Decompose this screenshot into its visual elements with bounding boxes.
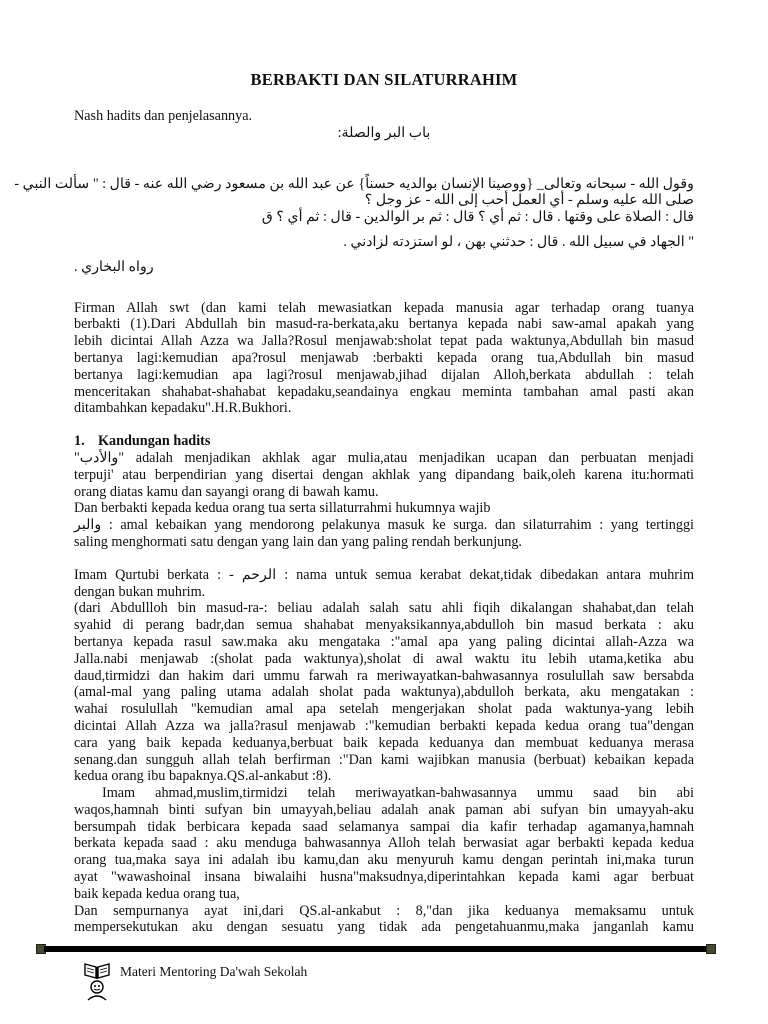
footer-divider-right-cap — [706, 944, 716, 954]
paragraph-line: orang tua,maka saya ini adalah ibu kamu,dan aku menyuruh kamu dengan perintah ini,maka turun — [74, 852, 694, 869]
paragraph-line: baik kepada kedua orang tua, — [74, 885, 240, 902]
book-reader-icon — [82, 958, 112, 1002]
paragraph-line: dicintai Allah Azza wa jalla?rasul menjawab :"kemudian berbakti kepada kedua orang tua"dengan — [74, 717, 694, 734]
paragraph-line: syahid di perang badr,dan semua shahabat menyaksikannya,abdulloh bin masud berkata : aku — [74, 617, 694, 634]
paragraph-line: berbakti (1).Dari Abdullah bin masud-ra-berkata,aku bertanya kepada nabi saw-amal apakah yang — [74, 316, 694, 333]
paragraph-line: Dan sempurnanya ayat ini,dari QS.al-ankabut : 8,"dan jika keduanya memaksamu untuk — [74, 902, 694, 919]
footer-divider — [36, 944, 716, 954]
paragraph-line: berkata kepada saad : aku menduga bahwasannya Alloh telah berwasiat agar berbakti kepada kedua — [74, 835, 694, 852]
paragraph-line: lebih dicintai Allah Azza wa Jalla?Rosul menjawab:sholat tepat pada waktunya,Abdullah bin masud — [74, 333, 694, 350]
paragraph-line: bertanya kepada rasul saw.maka aku mengataka :"amal apa yang paling dicintai allah-Azza wa — [74, 633, 694, 650]
paragraph-line: waqos,hamnah binti sufyan bin umayyah,beliau adalah anak paman abi sufyan bin umayyah-aku — [74, 801, 694, 818]
paragraph-line: Jalla.nabi menjawab :(sholat pada waktunya),sholat di awal waktu itu lebih utama,ketika abu — [74, 650, 694, 667]
paragraph-line: (amal-mal yang paling utama adalah sholat pada waktunya),abdulloh berkata, aku mengatakan : — [74, 684, 694, 701]
arabic-hadith-line: " الجهاد في سبيل الله . قال : حدثني بهن ، لو استزدته لزادني . — [343, 233, 694, 250]
document-body — [14, 108, 694, 936]
paragraph-line: Imam Qurtubi berkata : - الرحم : nama untuk semua kerabat dekat,tidak dibedakan antara muhrim — [74, 566, 694, 583]
arabic-chapter-heading: باب البر والصلة: — [337, 124, 431, 141]
paragraph-line: والبر : amal kebaikan yang mendorong pelakunya masuk ke surga. dan silaturrahim : yang tertinggi — [74, 517, 694, 534]
paragraph-line: saling menghormati satu dengan yang lain dan yang paling rendah berkunjung. — [74, 533, 522, 550]
paragraph-line: terpuji' atau berpendirian yang disertai dengan akhlak yang dipandang baik,oleh karena itu:hormati — [74, 466, 694, 483]
section-title: Kandungan hadits — [98, 433, 211, 450]
paragraph-line: kedua orang ibu bapaknya.QS.al-ankabut :8). — [74, 768, 332, 785]
paragraph-line: mempersekutukan aku dengan sesuatu yang tidak ada pengetahuanmu,maka janganlah kamu — [74, 919, 694, 936]
section-number: 1. — [74, 433, 85, 450]
paragraph-line: bertanya lagi:kemudian apa lagi?rosul menjawab,jihad dijalan Alloh,berkata abdullah : telah — [74, 366, 694, 383]
arabic-hadith-line: صلى الله عليه وسلم - أي العمل أحب إلى الله - عز وجل ؟ — [364, 192, 694, 209]
paragraph-line: ayat "wawashoinal insana biwalaihi husna"maksudnya,diperintahkan kepada kami agar berbuat — [74, 869, 694, 886]
paragraph-line: cara yang baik kepada keduanya,berbuat baik kepada keduanya dan membuat keduanya merasa — [74, 734, 694, 751]
section-content — [74, 450, 694, 551]
arabic-narrator-line — [74, 259, 694, 276]
section-heading — [74, 433, 694, 450]
paragraph-line: daud,tirmidzi dan hakim dari ummu farwah ra meriwayatkan-bahwasannya rosulullah saw bersabda — [74, 667, 694, 684]
paragraph-line: "والأدب" adalah menjadikan akhlak agar mulia,atau menjadikan ucapan dan perbuatan menjadi — [74, 449, 694, 466]
paragraph-line: bertanya lagi:kemudian apa?rosul menjawab :berbakti kepada orang tua,Abdullah bin masud — [74, 349, 694, 366]
footer-text: Materi Mentoring Da'wah Sekolah — [120, 964, 308, 979]
intro-line: Nash hadits dan penjelasannya. — [74, 108, 253, 124]
paragraph-line: wahai rosulullah "kemudian amal apa setelah mengerjakan sholat pada waktunya-yang lebih — [74, 701, 694, 718]
paragraph-line: Firman Allah swt (dan kami telah mewasiatkan kepada manusia agar terhadap orang tuanya — [74, 299, 694, 316]
paragraph-line: (dari Abdullloh bin masud-ra-: beliau adalah salah satu ahli fiqih dikalangan shahabat,dan telah — [74, 600, 694, 617]
paragraph-line: menceritakan shahabat-shahabat kepadaku,seandainya engkau meminta tambahan amal pasti akan — [74, 383, 694, 400]
imam-qurtubi-paragraph — [74, 567, 694, 937]
firman-paragraph — [74, 300, 694, 418]
arabic-narrator-text: رواه البخاري . — [74, 258, 154, 275]
paragraph-line: orang diatas kamu dan sayangi orang di bawah kamu. — [74, 483, 379, 500]
paragraph-line: bersumpah tidak berbicara kepada saad selamanya sampai dia kafir terhadap agamanya,hamnah — [74, 818, 694, 835]
paragraph-line: dengan bukan muhrim. — [74, 583, 206, 600]
paragraph-line: ditambahkan kepadaku".H.R.Bukhori. — [74, 400, 292, 417]
paragraph-line: senang.dan sungguh allah telah berfirman :"Dan kami wajibkan manusia (berbuat) kebaikan kepada — [74, 751, 694, 768]
footer-divider-rule — [44, 946, 708, 952]
document-title: BERBAKTI DAN SILATURRAHIM — [250, 70, 518, 89]
arabic-hadith-line: وقول الله - سبحانه وتعالى_ {ووصينا الإنسان بوالديه حسناً} عن عبد الله بن مسعود رضي الله عنه - قال : " سألت النبي - — [14, 175, 694, 192]
paragraph-line: Dan berbakti kepada kedua orang tua serta sillaturrahmi hukumnya wajib — [74, 500, 491, 517]
paragraph-line: Imam ahmad,muslim,tirmidzi telah meriwayatkan-bahwasannya ummu saad bin abi — [102, 785, 694, 802]
arabic-hadith-line: قال : الصلاة على وقتها . قال : ثم أي ؟ قال : ثم بر الوالدين - قال : ثم أي ؟ ق — [261, 209, 694, 226]
